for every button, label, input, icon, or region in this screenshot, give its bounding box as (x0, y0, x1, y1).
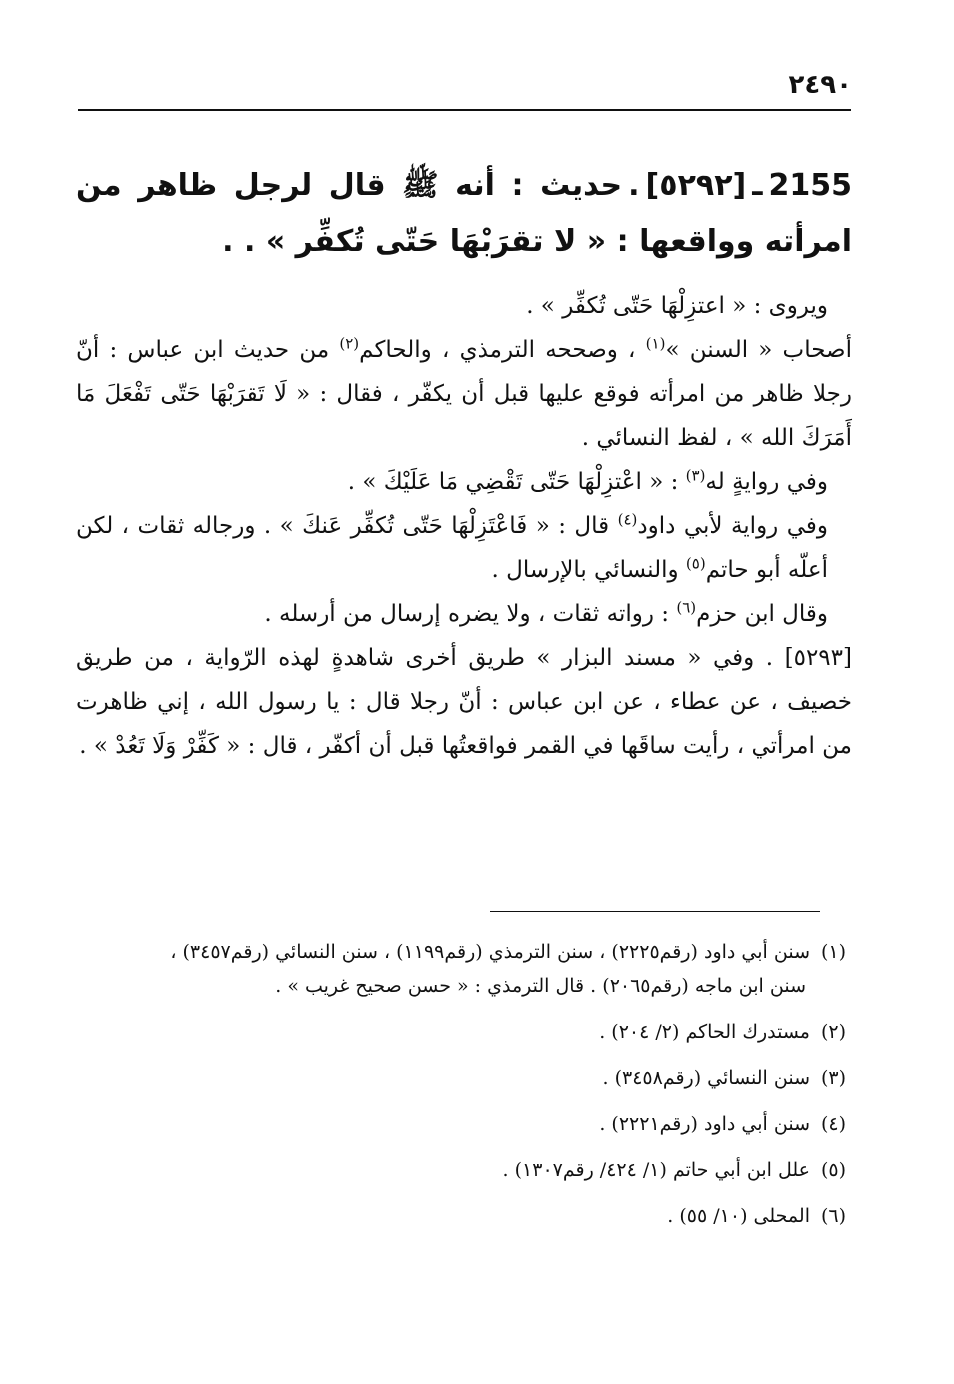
paragraph-text: أصحاب « السنن » (665, 337, 852, 363)
body-paragraph (76, 284, 852, 328)
footnote-text: سنن ابن ماجه (رقم٢٠٦٥) . قال الترمذي : « حسن صحيح غريب » . (275, 975, 806, 997)
footnotes (76, 935, 846, 1245)
body-paragraph (76, 636, 852, 768)
footnote-ref: (٣) (685, 466, 706, 485)
footnote-line (76, 969, 846, 1003)
page-number: ٢٤٩٠ (788, 70, 852, 100)
paragraph-text: قال : « فَاعْتَزِلْهَا حَتّى تُكفِّر عَنكَ » . ورجاله ثقات ، لكن أعلّه أبو حاتم (76, 513, 828, 583)
footnote-line (76, 935, 846, 969)
hadith-heading: 2155ـ[٥٢٩٢].حديث : أنه ﷺ قال لرجل ظاهر من امرأته وواقعها : « لا تقرَبْهَا حَتّى تُكفِّر » . . (76, 168, 852, 259)
paragraph-text: ويروى : « اعتزِلْهَا حَتّى تُكفِّر » . (526, 293, 828, 319)
hadith-ref: [٥٢٩٢] (645, 168, 747, 203)
footnote-text: مستدرك الحاكم (٢/ ٢٠٤) . (599, 1021, 810, 1043)
body-paragraph (76, 504, 852, 592)
footnote-line (76, 1153, 846, 1187)
footnote-text: سنن أبي داود (رقم٢٢٢٥) ، سنن الترمذي (رقم١١٩٩) ، سنن النسائي (رقم٣٤٥٧) ، (170, 941, 810, 963)
footnote-ref: (٤) (617, 510, 638, 529)
footnote (76, 1153, 846, 1187)
header-rule (78, 109, 851, 111)
footnote (76, 1199, 846, 1233)
paragraph-text: من حديث ابن عباس : أنّ رجلا ظاهر من امرأته فوقع عليها قبل أن يكفّر ، فقال : « لَا تَقرَبْهَا حَتّى تَفْعَلَ مَا أَمَرَكَ الله » ، لفظ النسائي . (76, 337, 852, 451)
footnote-rule (490, 911, 820, 912)
footnote-line (76, 1061, 846, 1095)
paragraph-text: وقال ابن حزم (696, 601, 828, 627)
paragraph-text: ، وصححه الترمذي ، والحاكم (359, 337, 646, 363)
footnote-ref: (١) (645, 334, 666, 353)
footnote-line (76, 1015, 846, 1049)
body-paragraph (76, 328, 852, 460)
main-text (76, 158, 852, 768)
paragraph-text: : رواته ثقات ، ولا يضره إرسال من أرسله . (264, 601, 677, 627)
footnote-number: (١) (820, 941, 846, 963)
footnote-number: (٣) (820, 1067, 846, 1089)
paragraph-text: [٥٢٩٣] . وفي « مسند البزار » طريق أخرى شاهدةٍ لهذه الرّواية ، من طريق خصيف ، عن عطاء ، عن ابن عباس : أنّ رجلا قال : يا رسول الله ، إني ظاهرت من امرأتي ، رأيت ساقَها في القمر فواقعتُها قبل أن أكفّر ، قال : « كَفِّرْ وَلَا تَعُدْ » . (76, 645, 852, 759)
footnote (76, 1107, 846, 1141)
footnote-text: علل ابن أبي حاتم (١/ ٤٢٤/ رقم١٣٠٧) . (502, 1159, 810, 1181)
footnote-line (76, 1107, 846, 1141)
footnote-number: (٢) (820, 1021, 846, 1043)
footnote (76, 1061, 846, 1095)
hadith-heading-text: حديث : أنه ﷺ قال لرجل ظاهر من امرأته وواقعها : « لا تقرَبْهَا حَتّى تُكفِّر » . . (76, 168, 852, 259)
body-paragraph (76, 460, 852, 504)
footnote-text: المحلى (١٠/ ٥٥) . (667, 1205, 810, 1227)
paragraph-text: وفي رواية لأبي داود (637, 513, 829, 539)
footnote-number: (٤) (820, 1113, 846, 1135)
footnote (76, 1015, 846, 1049)
hadith-number: 2155 (768, 168, 852, 203)
footnote-number: (٥) (820, 1159, 846, 1181)
footnote (76, 935, 846, 1003)
body-paragraphs (76, 284, 852, 768)
paragraph-text: وفي روايةٍ له (705, 469, 828, 495)
body-paragraph (76, 592, 852, 636)
footnote-ref: (٢) (339, 334, 360, 353)
footnote-text: سنن النسائي (رقم٣٤٥٨) . (602, 1067, 810, 1089)
footnote-ref: (٥) (685, 554, 706, 573)
footnote-ref: (٦) (676, 598, 697, 617)
paragraph-text: والنسائي بالإرسال . (491, 557, 686, 583)
footnote-text: سنن أبي داود (رقم٢٢٢١) . (599, 1113, 810, 1135)
paragraph-text: : « اعْتزِلْهَا حَتّى تَقْضِي مَا عَلَيْكَ » . (347, 469, 686, 495)
footnote-number: (٦) (820, 1205, 846, 1227)
footnote-line (76, 1199, 846, 1233)
